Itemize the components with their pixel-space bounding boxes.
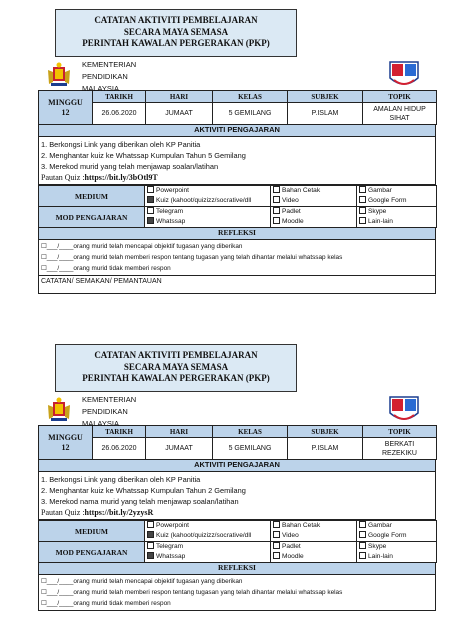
checkbox-icon[interactable] [147, 196, 154, 203]
option-item[interactable] [147, 531, 268, 541]
option-label: Telegram [156, 543, 184, 550]
step-item: 3. Merekod nama murid yang telah menjawap soalan/latihan [41, 497, 239, 506]
option-label: Bahan Cetak [282, 522, 321, 529]
mode-options-b [271, 207, 357, 228]
date-value: 26.06.2020 [93, 103, 146, 125]
topic-line: REZEKIKU [381, 449, 417, 457]
quiz-link-row [41, 172, 433, 183]
teaching-mode-label: MOD PENGAJARAN [39, 542, 145, 563]
ministry-line: KEMENTERIAN [82, 395, 137, 404]
options-table [38, 185, 437, 228]
option-label: Whatssap [156, 553, 186, 560]
option-item[interactable] [359, 542, 434, 552]
checkbox-icon[interactable] [359, 207, 366, 214]
option-item[interactable] [147, 207, 268, 217]
checkbox-icon[interactable] [273, 196, 280, 203]
option-item[interactable] [273, 186, 354, 196]
quiz-link-url[interactable]: https://bit.ly/3bOtl9T [84, 173, 158, 182]
medium-options-c [357, 521, 437, 542]
checkbox-icon[interactable] [147, 531, 154, 538]
checkbox-icon[interactable] [273, 186, 280, 193]
quiz-link-row [41, 507, 433, 518]
step-item: 1. Berkongsi Link yang diberikan oleh KP Panitia [41, 475, 201, 484]
checkbox-icon[interactable] [359, 196, 366, 203]
option-item[interactable] [359, 521, 434, 531]
title-line: CATATAN AKTIVITI PEMBELAJARAN [94, 350, 258, 360]
option-item[interactable] [273, 196, 354, 206]
option-item[interactable] [359, 186, 434, 196]
checkbox-icon[interactable] [273, 521, 280, 528]
option-label: Moodle [282, 218, 304, 225]
subject-value: P.ISLAM [288, 438, 363, 460]
quiz-link-label: Pautan Quiz : [41, 508, 85, 517]
checkbox-icon[interactable] [147, 217, 154, 224]
option-label: Gambar [368, 522, 392, 529]
reflection-heading: REFLEKSI [38, 228, 436, 240]
reflection-heading: REFLEKSI [38, 563, 436, 575]
checkbox-icon[interactable] [359, 521, 366, 528]
medium-label: MEDIUM [39, 186, 145, 207]
checkbox-icon[interactable] [273, 542, 280, 549]
option-item[interactable] [147, 186, 268, 196]
option-item[interactable] [273, 521, 354, 531]
option-item[interactable] [273, 542, 354, 552]
option-label: Padlet [282, 208, 301, 215]
title-line: CATATAN AKTIVITI PEMBELAJARAN [94, 15, 258, 25]
reflection-item[interactable]: ☐___/____orang murid telah mencapai objektif tugasan yang diberikan [41, 243, 243, 250]
header-kelas: KELAS [213, 91, 288, 103]
topic-value [363, 438, 437, 460]
option-label: Google Form [368, 532, 407, 539]
week-label: MINGGU [48, 97, 83, 107]
school-logo [388, 60, 420, 90]
reflection-list [38, 240, 436, 276]
day-value: JUMAAT [146, 438, 213, 460]
option-label: Google Form [368, 197, 407, 204]
options-table [38, 520, 437, 563]
teaching-mode-label: MOD PENGAJARAN [39, 207, 145, 228]
header-subjek: SUBJEK [288, 426, 363, 438]
reflection-item[interactable]: ☐___/____orang murid tidak memberi respon [41, 265, 171, 272]
checkbox-icon[interactable] [273, 552, 280, 559]
option-item[interactable] [359, 531, 434, 541]
option-item[interactable] [359, 552, 434, 562]
schedule-table [38, 90, 437, 125]
option-label: Lain-lain [368, 218, 393, 225]
ministry-name [82, 394, 136, 430]
reflection-item[interactable]: ☐___/____orang murid telah mencapai objektif tugasan yang diberikan [41, 578, 243, 585]
medium-options-a [145, 186, 271, 207]
step-item: 2. Menghantar kuiz ke Whatssap Kumpulan Tahun 5 Gemilang [41, 151, 246, 160]
option-label: Skype [368, 208, 387, 215]
checkbox-icon[interactable] [147, 186, 154, 193]
option-label: Kuiz (kahoot/quizizz/socrative/dll [156, 197, 252, 204]
checkbox-icon[interactable] [359, 542, 366, 549]
checkbox-icon[interactable] [147, 207, 154, 214]
card-title [55, 9, 297, 57]
topic-line: BERKATI [384, 440, 415, 448]
mode-options-a [145, 542, 271, 563]
coat-of-arms-logo [46, 62, 72, 88]
option-label: Powerpoint [156, 522, 189, 529]
ministry-line: KEMENTERIAN [82, 60, 137, 69]
medium-label: MEDIUM [39, 521, 145, 542]
header-hari: HARI [146, 426, 213, 438]
card-header [38, 6, 436, 93]
option-label: Gambar [368, 187, 392, 194]
option-label: Lain-lain [368, 553, 393, 560]
day-value: JUMAAT [146, 103, 213, 125]
option-label: Powerpoint [156, 187, 189, 194]
schedule-table [38, 425, 437, 460]
checkbox-icon[interactable] [359, 217, 366, 224]
checkbox-icon[interactable] [147, 542, 154, 549]
quiz-link-label: Pautan Quiz : [41, 173, 85, 182]
option-label: Video [282, 197, 299, 204]
notes-section: CATATAN/ SEMAKAN/ PEMANTAUAN [38, 276, 436, 294]
header-kelas: KELAS [213, 426, 288, 438]
class-value: 5 GEMILANG [213, 103, 288, 125]
ministry-line: MALAYSIA [82, 419, 119, 428]
activity-record-card [38, 341, 436, 611]
topic-line: AMALAN HIDUP [373, 105, 426, 113]
checkbox-icon[interactable] [273, 531, 280, 538]
step-item: 2. Menghantar kuiz ke Whatssap Kumpulan Tahun 2 Gemilang [41, 486, 246, 495]
class-value: 5 GEMILANG [213, 438, 288, 460]
activity-record-card [38, 6, 436, 294]
option-label: Padlet [282, 543, 301, 550]
option-item[interactable] [359, 217, 434, 227]
option-item[interactable] [273, 207, 354, 217]
medium-options-b [271, 186, 357, 207]
option-item[interactable] [147, 521, 268, 531]
option-label: Moodle [282, 553, 304, 560]
mode-options-a [145, 207, 271, 228]
mode-options-b [271, 542, 357, 563]
header-tarikh: TARIKH [93, 91, 146, 103]
option-item[interactable] [273, 217, 354, 227]
week-cell [39, 91, 93, 125]
option-label: Whatssap [156, 218, 186, 225]
medium-options-a [145, 521, 271, 542]
mode-options-c [357, 207, 437, 228]
date-value: 26.06.2020 [93, 438, 146, 460]
medium-options-b [271, 521, 357, 542]
mode-options-c [357, 542, 437, 563]
option-item[interactable] [359, 207, 434, 217]
teaching-steps [38, 472, 436, 520]
topic-value [363, 103, 437, 125]
title-line: SECARA MAYA SEMASA [123, 26, 229, 37]
title-line: PERINTAH KAWALAN PERGERAKAN (PKP) [82, 38, 270, 48]
medium-options-c [357, 186, 437, 207]
checkbox-icon[interactable] [359, 186, 366, 193]
week-number: 12 [61, 442, 70, 452]
option-label: Telegram [156, 208, 184, 215]
coat-of-arms-logo [46, 397, 72, 423]
header-topik: TOPIK [363, 426, 437, 438]
week-number: 12 [61, 107, 70, 117]
ministry-line: PENDIDIKAN [82, 407, 128, 416]
teaching-activity-heading: AKTIVITI PENGAJARAN [38, 460, 436, 472]
week-cell [39, 426, 93, 460]
reflection-list [38, 575, 436, 611]
subject-value: P.ISLAM [288, 103, 363, 125]
quiz-link-url[interactable]: https://bit.ly/2yzysR [84, 508, 154, 517]
option-item[interactable] [273, 552, 354, 562]
school-logo [388, 395, 420, 425]
option-label: Skype [368, 543, 387, 550]
checkbox-icon[interactable] [147, 552, 154, 559]
option-item[interactable] [147, 217, 268, 227]
checkbox-icon[interactable] [147, 521, 154, 528]
teaching-steps [38, 137, 436, 185]
title-line: SECARA MAYA SEMASA [123, 361, 229, 372]
reflection-item[interactable]: ☐___/____orang murid tidak memberi respon [41, 600, 171, 607]
header-subjek: SUBJEK [288, 91, 363, 103]
option-item[interactable] [359, 196, 434, 206]
option-label: Kuiz (kahoot/quizizz/socrative/dll [156, 532, 252, 539]
option-label: Bahan Cetak [282, 187, 321, 194]
teaching-activity-heading: AKTIVITI PENGAJARAN [38, 125, 436, 137]
step-item: 1. Berkongsi Link yang diberikan oleh KP Panitia [41, 140, 201, 149]
option-item[interactable] [273, 531, 354, 541]
header-topik: TOPIK [363, 91, 437, 103]
option-label: Video [282, 532, 299, 539]
card-title [55, 344, 297, 392]
checkbox-icon[interactable] [359, 552, 366, 559]
step-item: 3. Merekod murid yang telah menjawap soalan/latihan [41, 162, 219, 171]
reflection-item[interactable]: ☐___/____orang murid telah memberi respon tentang tugasan yang telah dihantar melalui whatssap kelas [41, 254, 343, 261]
option-item[interactable] [147, 552, 268, 562]
ministry-line: MALAYSIA [82, 84, 119, 93]
option-item[interactable] [147, 542, 268, 552]
card-header [38, 341, 436, 428]
reflection-item[interactable]: ☐___/____orang murid telah memberi respon tentang tugasan yang telah dihantar melalui whatssap kelas [41, 589, 343, 596]
header-hari: HARI [146, 91, 213, 103]
ministry-name [82, 59, 136, 95]
title-line: PERINTAH KAWALAN PERGERAKAN (PKP) [82, 373, 270, 383]
option-item[interactable] [147, 196, 268, 206]
week-label: MINGGU [48, 432, 83, 442]
topic-line: SIHAT [389, 114, 410, 122]
ministry-line: PENDIDIKAN [82, 72, 128, 81]
checkbox-icon[interactable] [359, 531, 366, 538]
header-tarikh: TARIKH [93, 426, 146, 438]
checkbox-icon[interactable] [273, 217, 280, 224]
checkbox-icon[interactable] [273, 207, 280, 214]
